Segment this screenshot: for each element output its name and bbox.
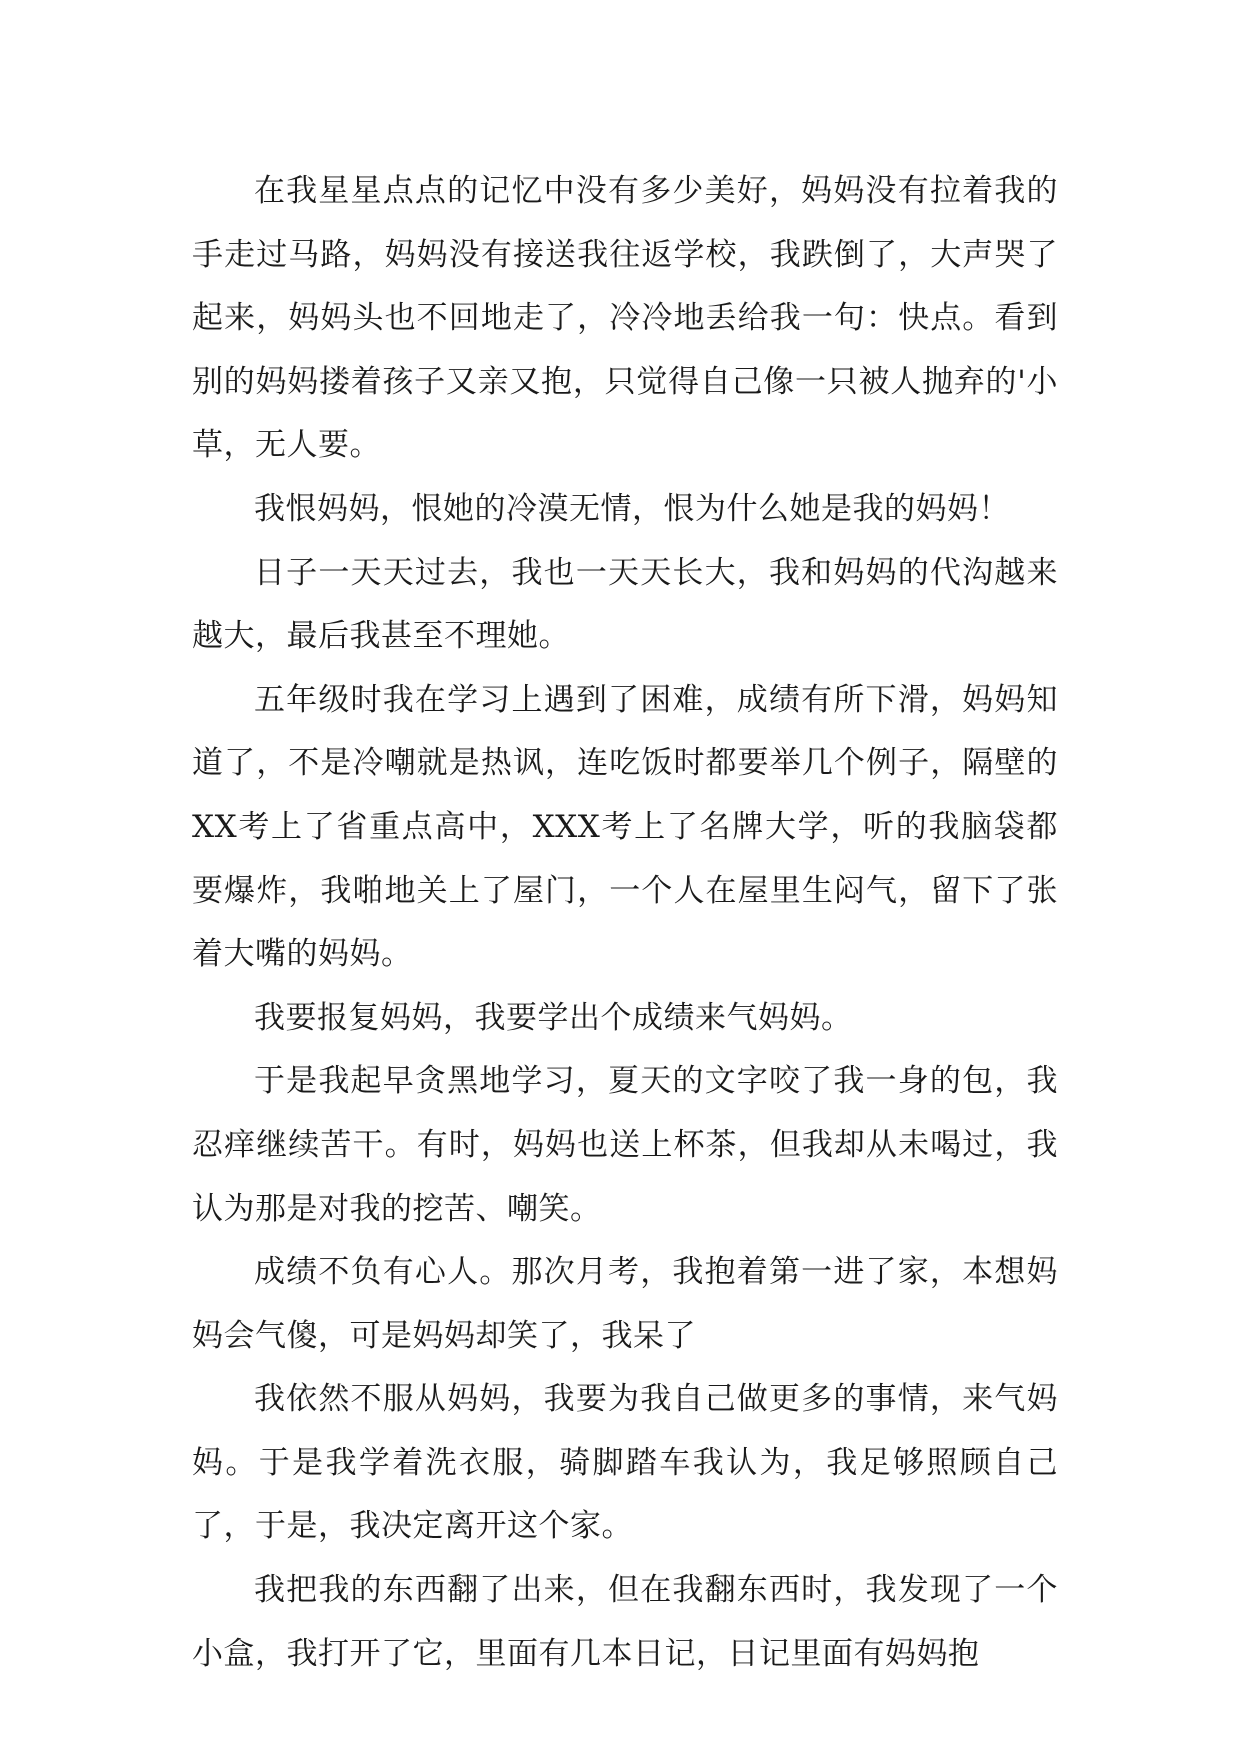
paragraph-9: 我把我的东西翻了出来，但在我翻东西时，我发现了一个小盒，我打开了它，里面有几本日记，日记里面有妈妈抱: [192, 1572, 1058, 1672]
paragraph-5: 我要报复妈妈，我要学出个成绩来气妈妈。: [254, 999, 853, 1036]
paragraph-7: 成绩不负有心人。那次月考，我抱着第一进了家，本想妈妈会气傻，可是妈妈却笑了，我呆了: [192, 1254, 1058, 1354]
paragraph-6: 于是我起早贪黑地学习，夏天的文字咬了我一身的包，我忍痒继续苦干。有时，妈妈也送上杯茶，但我却从未喝过，我认为那是对我的挖苦、嘲笑。: [192, 1063, 1058, 1227]
paragraph-3: 日子一天天过去，我也一天天长大，我和妈妈的代沟越来越大，最后我甚至不理她。: [192, 554, 1058, 655]
paragraph-8: 我依然不服从妈妈，我要为我自己做更多的事情，来气妈妈。于是我学着洗衣服，骑脚踏车我认为，我足够照顾自己了，于是，我决定离开这个家。: [192, 1381, 1058, 1545]
paragraph-2: 我恨妈妈，恨她的冷漠无情，恨为什么她是我的妈妈！: [254, 490, 1010, 527]
paragraph-4: 五年级时我在学习上遇到了困难，成绩有所下滑，妈妈知道了，不是冷嘲就是热讽，连吃饭时都要举几个例子，隔壁的XX考上了省重点高中，XXX考上了名牌大学，听的我脑袋都要爆炸，我啪地关上了屋门，一个人在屋里生闷气，留下了张着大嘴的妈妈。: [192, 681, 1058, 973]
paragraph-1: 在我星星点点的记忆中没有多少美好，妈妈没有拉着我的手走过马路，妈妈没有接送我往返学校，我跌倒了，大声哭了起来，妈妈头也不回地走了，冷冷地丢给我一句：快点。看到别的妈妈搂着孩子又亲又抱，只觉得自己像一只被人抛弃的'小草，无人要。: [192, 173, 1058, 464]
body-text: [192, 160, 1058, 1686]
